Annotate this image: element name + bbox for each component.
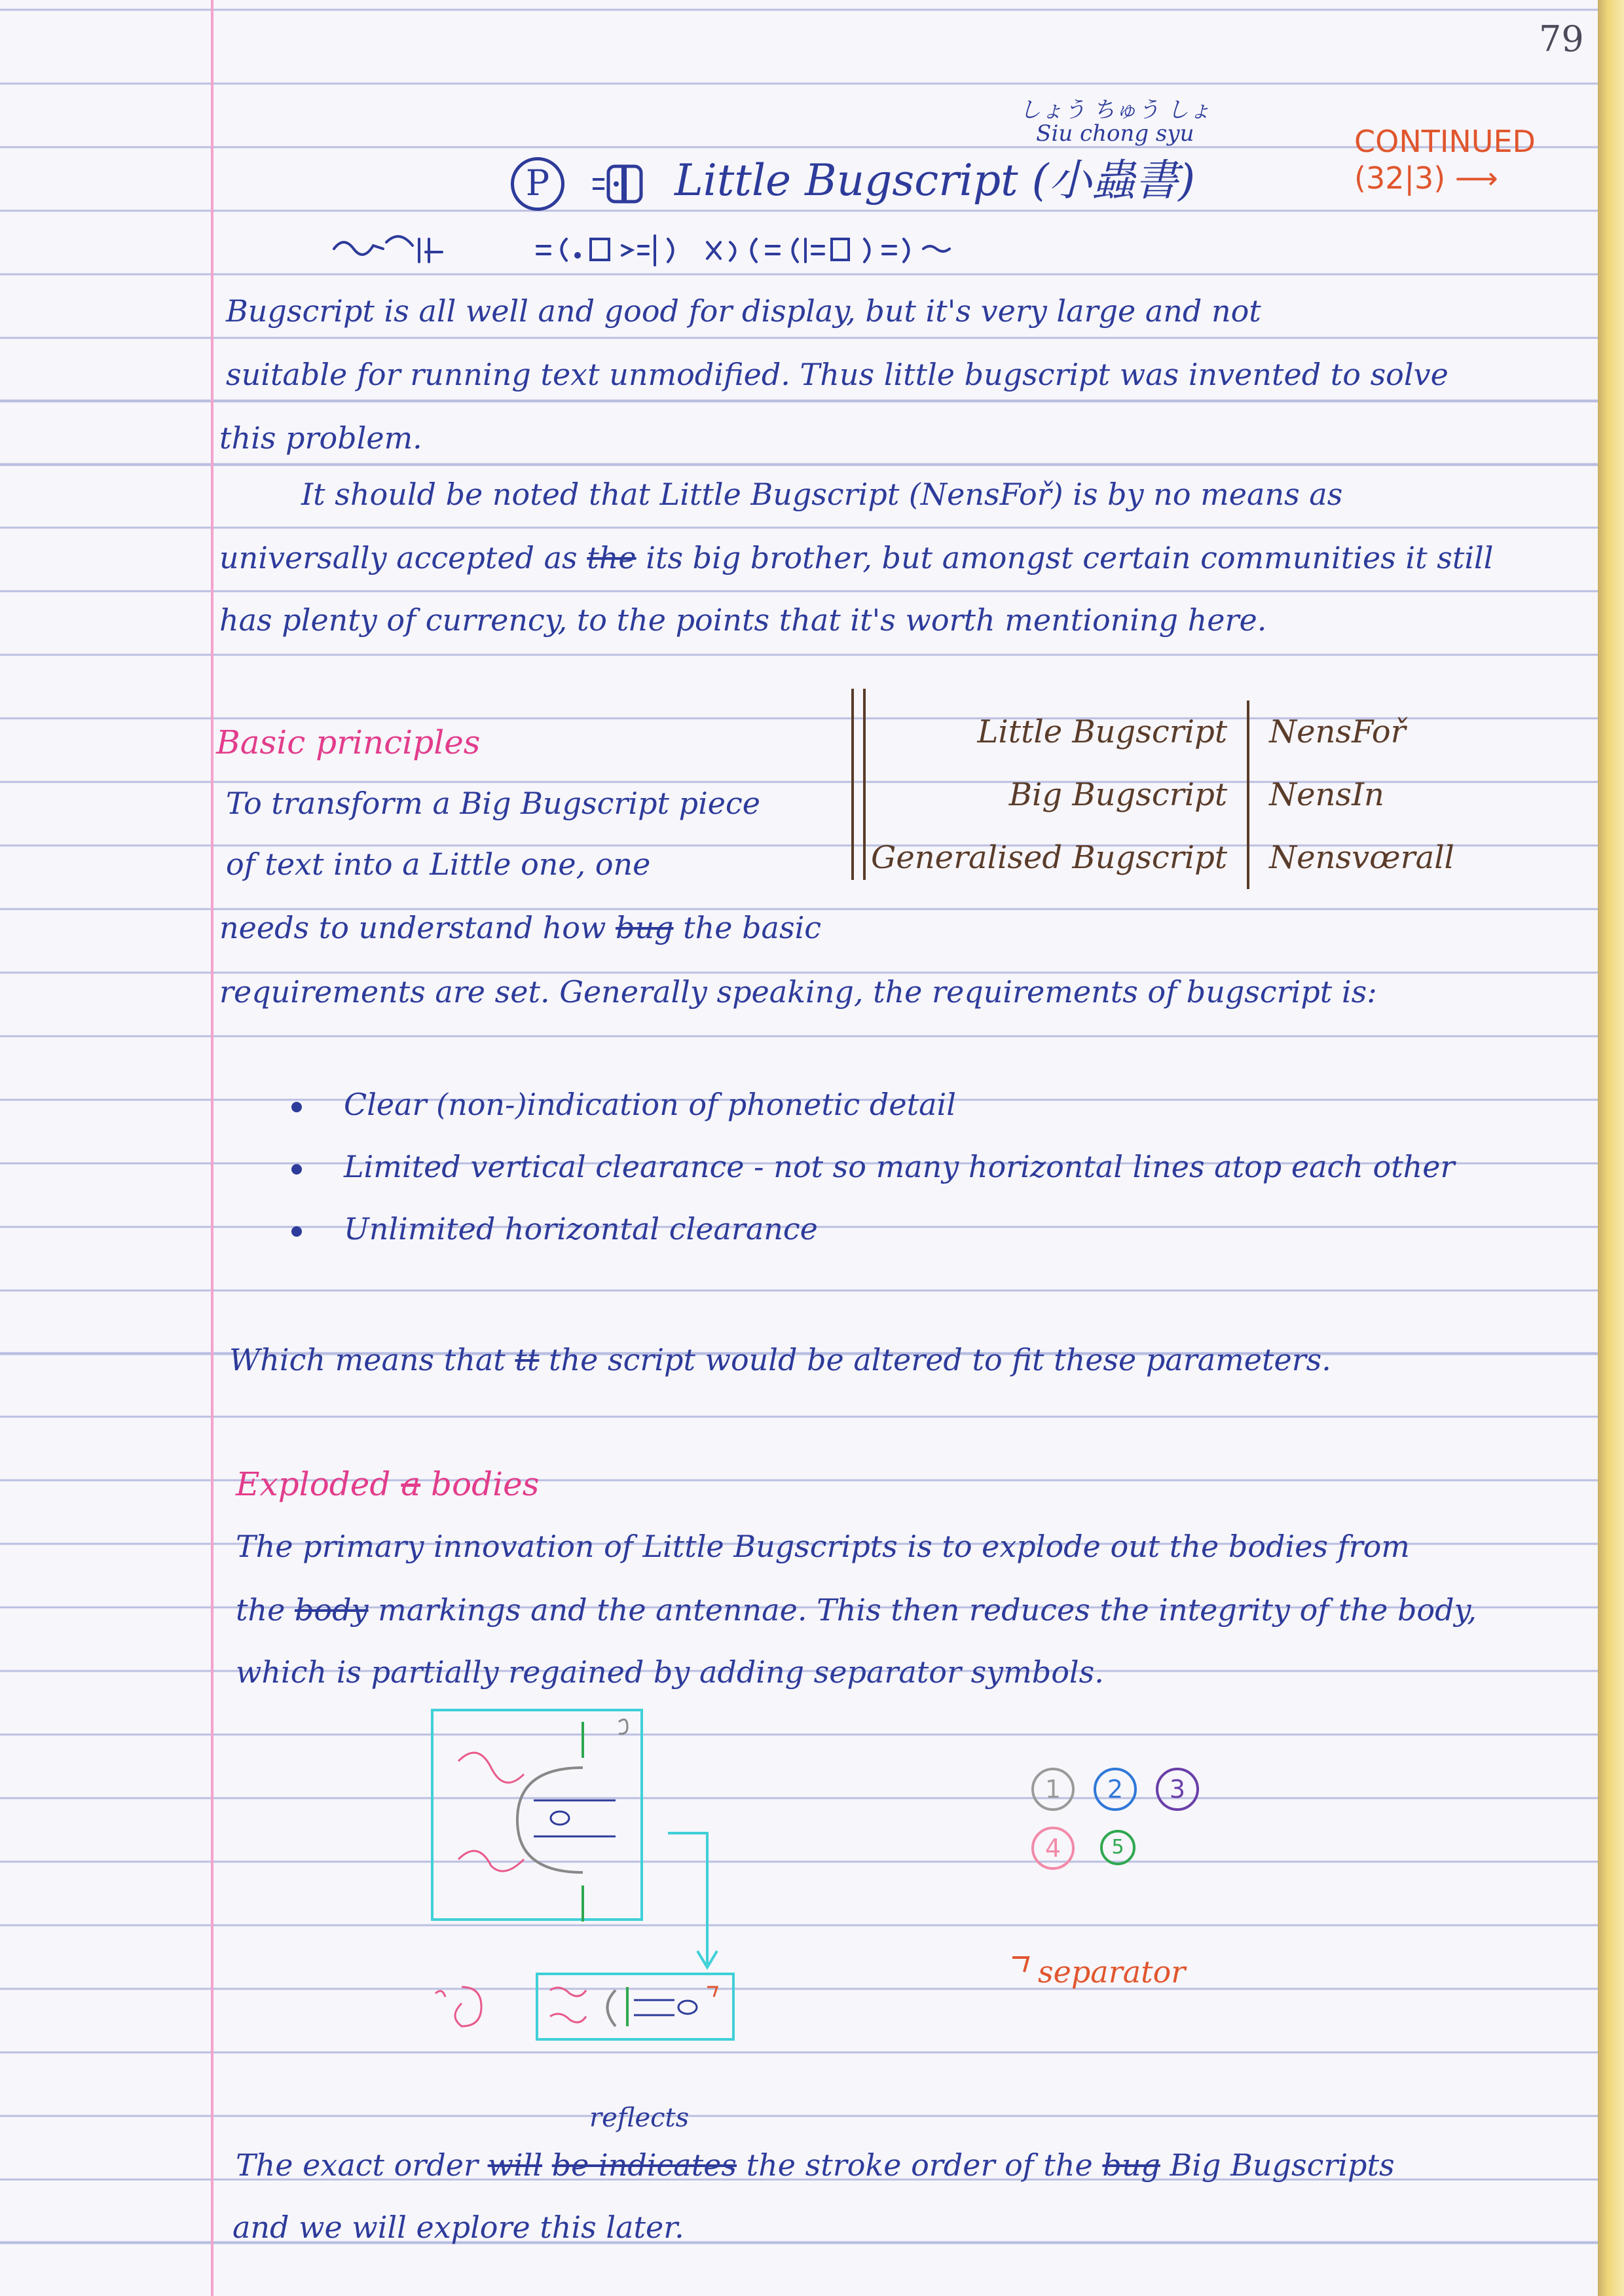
- struck-word: bug: [616, 910, 674, 945]
- intro-line-2: suitable for running text unmodified. Thus little bugscript was invented to solve: [226, 357, 1449, 392]
- continued-note: [1354, 123, 1536, 196]
- intro-line-6: has plenty of currency, to the points that it's worth mentioning here.: [219, 602, 1267, 638]
- title-ruby: [1019, 98, 1211, 145]
- struck-word: body: [294, 1592, 369, 1628]
- principles-line-1: To transform a Big Bugscript piece: [226, 786, 761, 821]
- stroke-number-4: 4: [1031, 1827, 1075, 1870]
- title-text: Little Bugscript (小蟲書): [674, 155, 1196, 206]
- margin-line: [211, 0, 213, 2296]
- struck-word: bug: [1102, 2147, 1160, 2183]
- exploded-bodies-heading: Exploded a bodies: [236, 1465, 540, 1503]
- intro-line-4: It should be noted that Little Bugscript (NensFoř) is by no means as: [301, 477, 1343, 512]
- intro-line-3: this problem.: [219, 420, 422, 456]
- bullet-icon: [291, 1226, 302, 1237]
- page-title: [511, 145, 1195, 211]
- continued-ref: (32|3) ⟶: [1354, 160, 1498, 196]
- struck-word: be indicates: [551, 2147, 737, 2183]
- requirement-item: Unlimited horizontal clearance: [344, 1211, 818, 1247]
- table-row: [851, 701, 1474, 763]
- table-cell: NensFoř: [1269, 714, 1406, 750]
- principles-line-2: of text into a Little one, one: [226, 847, 651, 882]
- requirement-item: Clear (non-)indication of phonetic detail: [344, 1087, 956, 1122]
- bugscript-title-glyph-icon: [590, 161, 649, 207]
- ruby-kana: しょう ちゅう しょ: [1019, 97, 1211, 123]
- page-edge: [1598, 0, 1624, 2296]
- struck-word: tt: [515, 1342, 540, 1377]
- stroke-number-2: 2: [1094, 1768, 1137, 1811]
- intro-line-5: universally accepted as the its big brother, but amongst certain communities it still: [219, 540, 1494, 575]
- struck-word: a: [401, 1465, 421, 1503]
- principles-line-4: requirements are set. Generally speaking, the requirements of bugscript is:: [219, 974, 1377, 1010]
- exploded-line-1: The primary innovation of Little Bugscripts is to explode out the bodies from: [236, 1529, 1410, 1564]
- stroke-number-1: 1: [1031, 1768, 1075, 1811]
- bugscript-glyph-line: [321, 216, 1061, 275]
- bullet-icon: [291, 1164, 302, 1175]
- struck-word: will: [487, 2147, 543, 2183]
- principles-line-3: needs to understand how bug the basic: [219, 910, 822, 945]
- intro-line-1: Bugscript is all well and good for display, but it's very large and not: [226, 293, 1261, 329]
- separator-label: separator: [1038, 1954, 1186, 1990]
- table-row: [851, 826, 1474, 889]
- conclusion-line: Which means that tt the script would be altered to fit these parameters.: [229, 1342, 1331, 1377]
- table-row: [851, 763, 1474, 826]
- exploded-line-3: which is partially regained by adding separator symbols.: [236, 1654, 1104, 1690]
- page-number: 79: [1539, 18, 1584, 60]
- table-cell: Little Bugscript: [851, 701, 1248, 763]
- basic-principles-heading: Basic principles: [216, 723, 481, 761]
- stroke-number-5: 5: [1100, 1830, 1135, 1865]
- continued-label: CONTINUED: [1354, 124, 1536, 159]
- closing-insert: reflects: [589, 2103, 690, 2133]
- table-cell: Big Bugscript: [851, 763, 1248, 826]
- exploded-line-2: the body markings and the antennae. This then reduces the integrity of the body,: [236, 1592, 1477, 1628]
- bugscript-names-table: [851, 701, 1474, 889]
- struck-word: the: [587, 540, 637, 575]
- closing-line-1: The exact order will be indicates the stroke order of the bug Big Bugscripts: [236, 2147, 1395, 2183]
- title-marker: P: [511, 157, 564, 211]
- ruby-romanization: Siu chong syu: [1036, 120, 1194, 147]
- separator-mark-icon: [1008, 1951, 1035, 1977]
- closing-line-2: and we will explore this later.: [232, 2210, 684, 2245]
- stroke-number-3: 3: [1156, 1768, 1199, 1811]
- exploded-body-diagram: [419, 1696, 760, 2088]
- table-cell: Generalised Bugscript: [851, 826, 1248, 889]
- bullet-icon: [291, 1102, 302, 1112]
- table-cell: NensIn: [1269, 776, 1384, 813]
- requirement-item: Limited vertical clearance - not so many horizontal lines atop each other: [344, 1149, 1455, 1184]
- table-cell: Nensvœrall: [1269, 839, 1454, 876]
